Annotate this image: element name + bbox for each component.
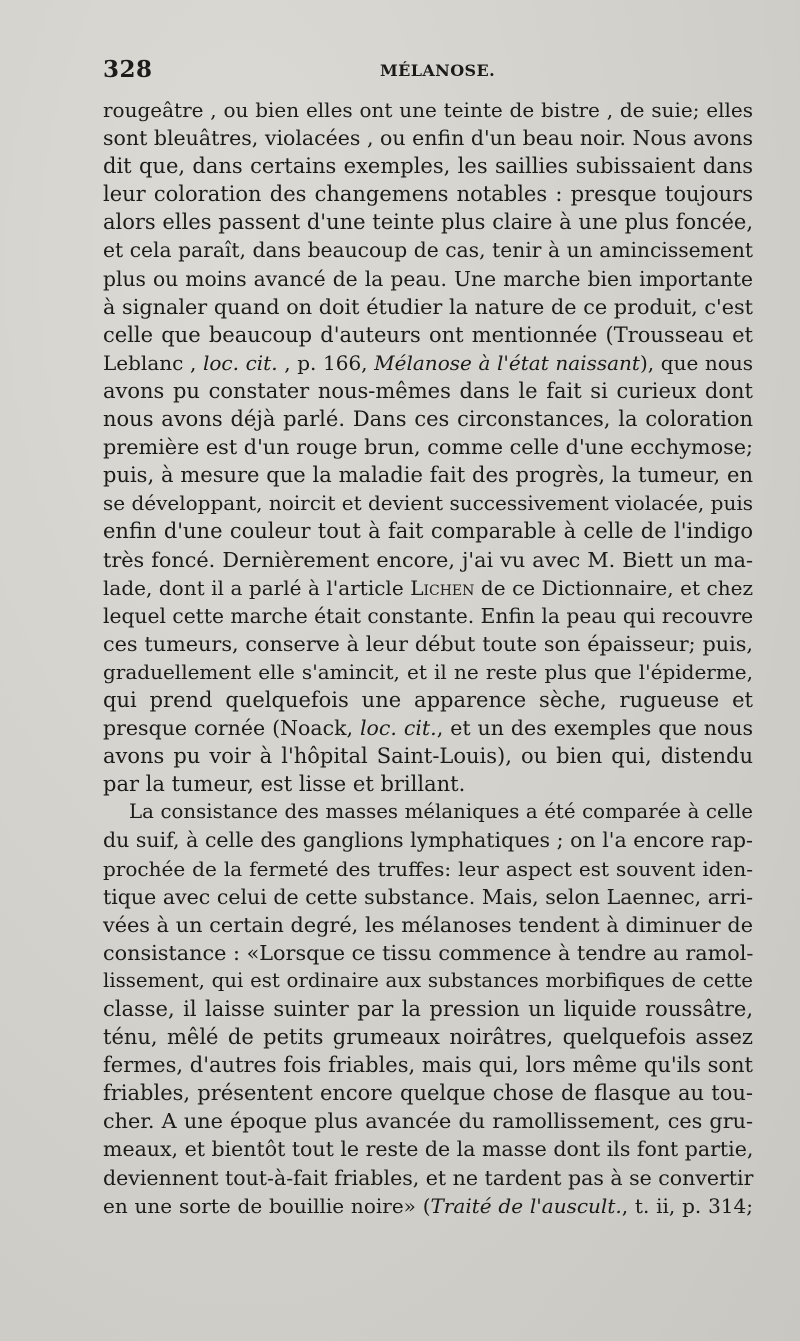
text-line: tique avec celui de cette substance. Mais, selon Laennec, arri-	[103, 884, 753, 909]
text-line: celle que beaucoup d'auteurs ont mentionnée (Trousseau et	[103, 322, 753, 347]
running-title: MÉLANOSE.	[380, 61, 496, 80]
text-line: leur coloration des changemens notables : presque toujours	[103, 182, 753, 207]
text-line: La consistance des masses mélaniques a été comparée à celle	[129, 800, 753, 824]
text-line: se développant, noircit et devient successivement violacée, puis	[103, 491, 753, 516]
text-line: meaux, et bientôt tout le reste de la masse dont ils font partie,	[103, 1137, 754, 1162]
text-line: première est d'un rouge brun, comme celle d'une ecchymose;	[103, 435, 753, 460]
citation-italic: Mélanose à l'état naissant	[374, 350, 640, 375]
text-segment: de ce Dictionnaire, et chez	[474, 575, 753, 600]
article-ref-smallcaps: Lichen	[410, 575, 475, 600]
text-line: avons pu voir à l'hôpital Saint-Louis), ou bien qui, distendu	[103, 744, 753, 769]
text-line: avons pu constater nous-mêmes dans le fait si curieux dont	[103, 378, 753, 403]
text-line	[103, 714, 753, 742]
citation-italic: loc. cit.	[202, 350, 278, 375]
text-line: deviennent tout-à-fait friables, et ne tardent pas à se convertir	[103, 1165, 754, 1190]
text-line	[103, 1192, 753, 1220]
text-line: par la tumeur, est lisse et brillant.	[103, 772, 466, 797]
text-line: du suif, à celle des ganglions lymphatiques ; on l'a encore rap-	[103, 828, 753, 853]
text-line: graduellement elle s'amincit, et il ne reste plus que l'épiderme,	[103, 659, 753, 684]
text-segment: Leblanc ,	[103, 350, 203, 375]
text-line: ces tumeurs, conserve à leur début toute son épaisseur; puis,	[103, 631, 753, 656]
page-number: 328	[103, 56, 153, 83]
text-line: sont bleuâtres, violacées , ou enfin d'un beau noir. Nous avons	[103, 126, 753, 151]
text-segment: , et un des exemples que nous	[436, 716, 753, 741]
text-line: qui prend quelquefois une apparence sèche, rugueuse et	[103, 687, 753, 712]
text-line: enfin d'une couleur tout à fait comparable à celle de l'indigo	[103, 519, 753, 544]
text-segment: presque cornée (Noack,	[103, 716, 360, 741]
text-line: rougeâtre , ou bien elles ont une teinte de bistre , de suie; elles	[103, 98, 753, 122]
text-line: à signaler quand on doit étudier la nature de ce produit, c'est	[103, 294, 753, 319]
text-segment: , t. ii, p. 314;	[621, 1193, 753, 1218]
text-line: alors elles passent d'une teinte plus claire à une plus foncée,	[103, 210, 753, 235]
text-line: très foncé. Dernièrement encore, j'ai vu avec M. Biett un ma-	[103, 547, 753, 572]
text-line: cher. A une époque plus avancée du ramollissement, ces gru-	[103, 1109, 753, 1134]
text-line	[103, 349, 753, 377]
text-segment: ), que nous	[639, 350, 753, 375]
citation-italic: Traité de l'auscult.	[430, 1193, 622, 1218]
page-header	[103, 56, 753, 90]
text-line: prochée de la fermeté des truffes: leur aspect est souvent iden-	[103, 856, 753, 881]
text-segment: en une sorte de bouillie noire» (	[103, 1193, 431, 1218]
text-line: lissement, qui est ordinaire aux substances morbifiques de cette	[103, 968, 753, 992]
body-text	[103, 96, 753, 1220]
text-line: puis, à mesure que la maladie fait des progrès, la tumeur, en	[103, 463, 753, 488]
text-line: plus ou moins avancé de la peau. Une marche bien importante	[103, 266, 753, 291]
text-line: et cela paraît, dans beaucoup de cas, tenir à un amincissement	[103, 238, 753, 263]
text-line	[103, 574, 753, 602]
citation-italic: loc. cit.	[360, 716, 437, 741]
text-line: lequel cette marche était constante. Enfin la peau qui recouvre	[103, 603, 754, 628]
text-segment: , p. 166,	[277, 350, 375, 375]
text-line: consistance : «Lorsque ce tissu commence à tendre au ramol-	[103, 940, 754, 965]
text-line: classe, il laisse suinter par la pression un liquide roussâtre,	[103, 997, 753, 1021]
text-line: ténu, mêlé de petits grumeaux noirâtres, quelquefois assez	[103, 1025, 753, 1050]
text-line: nous avons déjà parlé. Dans ces circonstances, la coloration	[103, 407, 753, 432]
text-line: dit que, dans certains exemples, les saillies subissaient dans	[103, 154, 753, 179]
text-line: vées à un certain degré, les mélanoses tendent à diminuer de	[103, 912, 753, 937]
text-line: fermes, d'autres fois friables, mais qui, lors même qu'ils sont	[103, 1053, 753, 1078]
text-line: friables, présentent encore quelque chose de flasque au tou-	[103, 1081, 753, 1106]
text-segment: lade, dont il a parlé à l'article	[103, 575, 411, 600]
